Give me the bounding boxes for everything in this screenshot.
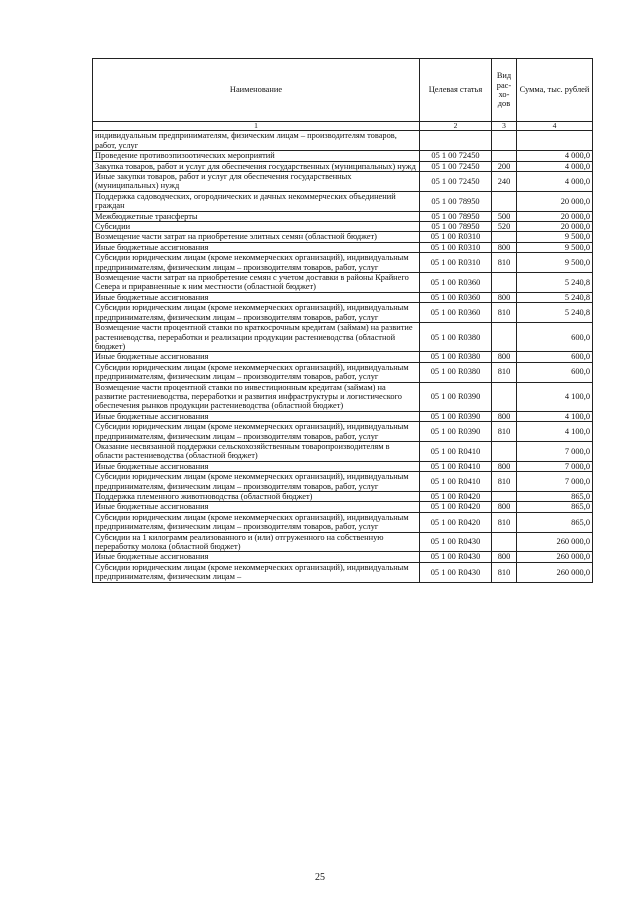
row-name-cell: Иные бюджетные ассигнования: [93, 552, 420, 562]
row-type-cell: [492, 131, 517, 151]
row-code-cell: [420, 131, 492, 151]
row-code-cell: 05 1 00 R0310: [420, 232, 492, 242]
row-code-cell: 05 1 00 R0380: [420, 352, 492, 362]
row-code-cell: 05 1 00 R0360: [420, 292, 492, 302]
row-sum-cell: 5 240,8: [517, 292, 593, 302]
row-sum-cell: 9 500,0: [517, 242, 593, 252]
row-name-cell: Возмещение части процентной ставки по краткосрочным кредитам (займам) на развитие растениеводства, переработки и реализации продукции растениеводства (областной бюджет): [93, 323, 420, 352]
row-name-cell: Закупка товаров, работ и услуг для обеспечения государственных (муниципальных) нужд: [93, 161, 420, 171]
table-row: [93, 472, 593, 492]
header-amount: Сумма, тыс. рублей: [517, 59, 593, 122]
row-type-cell: 500: [492, 211, 517, 221]
row-name-cell: Иные бюджетные ассигнования: [93, 292, 420, 302]
row-code-cell: 05 1 00 R0410: [420, 472, 492, 492]
table-row: [93, 492, 593, 502]
row-name-cell: Иные закупки товаров, работ и услуг для обеспечения государственных (муниципальных) нужд: [93, 172, 420, 192]
row-code-cell: 05 1 00 R0390: [420, 422, 492, 442]
header-expense-type: Вид рас-хо-дов: [492, 59, 517, 122]
row-name-cell: Поддержка садоводческих, огороднических и дачных некоммерческих объединений граждан: [93, 191, 420, 211]
table-row: [93, 562, 593, 582]
table-header-row: [93, 59, 593, 122]
table-row: [93, 461, 593, 471]
row-type-cell: 800: [492, 461, 517, 471]
row-sum-cell: 9 500,0: [517, 253, 593, 273]
row-type-cell: 810: [492, 422, 517, 442]
row-code-cell: 05 1 00 R0360: [420, 273, 492, 293]
row-type-cell: [492, 382, 517, 411]
row-name-cell: Иные бюджетные ассигнования: [93, 502, 420, 512]
table-row: [93, 211, 593, 221]
row-name-cell: Субсидии: [93, 222, 420, 232]
row-type-cell: 810: [492, 303, 517, 323]
row-name-cell: Межбюджетные трансферты: [93, 211, 420, 221]
row-name-cell: Иные бюджетные ассигнования: [93, 242, 420, 252]
table-row: [93, 411, 593, 421]
row-type-cell: 810: [492, 512, 517, 532]
row-type-cell: 800: [492, 411, 517, 421]
table-row: [93, 323, 593, 352]
row-sum-cell: 7 000,0: [517, 472, 593, 492]
row-name-cell: Субсидии юридическим лицам (кроме некоммерческих организаций), индивидуальным предпринимателям, физическим лицам – производителям товаров, работ, услуг: [93, 362, 420, 382]
table-row: [93, 151, 593, 161]
row-code-cell: 05 1 00 72450: [420, 172, 492, 192]
table-row: [93, 292, 593, 302]
row-type-cell: [492, 191, 517, 211]
row-name-cell: Возмещение части затрат на приобретение элитных семян (областной бюджет): [93, 232, 420, 242]
row-sum-cell: [517, 131, 593, 151]
row-type-cell: 810: [492, 562, 517, 582]
row-code-cell: 05 1 00 78950: [420, 222, 492, 232]
table-row: [93, 441, 593, 461]
table-row: [93, 502, 593, 512]
row-name-cell: Иные бюджетные ассигнования: [93, 461, 420, 471]
column-number: 1: [93, 122, 420, 131]
table-row: [93, 382, 593, 411]
row-code-cell: 05 1 00 R0420: [420, 512, 492, 532]
row-sum-cell: 260 000,0: [517, 532, 593, 552]
row-code-cell: 05 1 00 R0430: [420, 562, 492, 582]
row-type-cell: [492, 232, 517, 242]
row-sum-cell: 5 240,8: [517, 303, 593, 323]
row-name-cell: Субсидии на 1 килограмм реализованного и (или) отгруженного на собственную переработку молока (областной бюджет): [93, 532, 420, 552]
row-sum-cell: 20 000,0: [517, 191, 593, 211]
row-code-cell: 05 1 00 R0380: [420, 323, 492, 352]
row-type-cell: 800: [492, 502, 517, 512]
table-row: [93, 242, 593, 252]
row-sum-cell: 4 100,0: [517, 382, 593, 411]
budget-table: [92, 58, 593, 583]
row-sum-cell: 4 000,0: [517, 151, 593, 161]
column-number: 2: [420, 122, 492, 131]
row-type-cell: 800: [492, 292, 517, 302]
row-name-cell: Субсидии юридическим лицам (кроме некоммерческих организаций), индивидуальным предпринимателям, физическим лицам –: [93, 562, 420, 582]
row-name-cell: Возмещение части процентной ставки по инвестиционным кредитам (займам) на развитие растениеводства, переработки и развития инфраструктуры и логистического обеспечения рынков продукции растениеводства (областной бюджет): [93, 382, 420, 411]
row-code-cell: 05 1 00 R0310: [420, 242, 492, 252]
row-code-cell: 05 1 00 R0380: [420, 362, 492, 382]
row-type-cell: 800: [492, 242, 517, 252]
header-target-article: Целевая статья: [420, 59, 492, 122]
row-sum-cell: 600,0: [517, 352, 593, 362]
table-row: [93, 303, 593, 323]
row-type-cell: 800: [492, 552, 517, 562]
row-sum-cell: 4 000,0: [517, 161, 593, 171]
table-row: [93, 532, 593, 552]
row-sum-cell: 20 000,0: [517, 222, 593, 232]
row-type-cell: 240: [492, 172, 517, 192]
row-sum-cell: 865,0: [517, 502, 593, 512]
row-code-cell: 05 1 00 R0390: [420, 411, 492, 421]
row-name-cell: Оказание несвязанной поддержки сельскохозяйственным товаропроизводителям в области растениеводства (областной бюджет): [93, 441, 420, 461]
row-sum-cell: 260 000,0: [517, 552, 593, 562]
table-row: [93, 352, 593, 362]
row-sum-cell: 5 240,8: [517, 273, 593, 293]
row-name-cell: Иные бюджетные ассигнования: [93, 411, 420, 421]
row-code-cell: 05 1 00 78950: [420, 211, 492, 221]
row-type-cell: 810: [492, 253, 517, 273]
table-row: [93, 362, 593, 382]
row-name-cell: Субсидии юридическим лицам (кроме некоммерческих организаций), индивидуальным предпринимателям, физическим лицам – производителям товаров, работ, услуг: [93, 512, 420, 532]
row-name-cell: Проведение противоэпизоотических мероприятий: [93, 151, 420, 161]
row-code-cell: 05 1 00 R0410: [420, 461, 492, 471]
row-name-cell: Поддержка племенного животноводства (областной бюджет): [93, 492, 420, 502]
row-type-cell: 810: [492, 362, 517, 382]
row-code-cell: 05 1 00 R0410: [420, 441, 492, 461]
row-sum-cell: 600,0: [517, 323, 593, 352]
row-sum-cell: 7 000,0: [517, 461, 593, 471]
row-sum-cell: 4 000,0: [517, 172, 593, 192]
column-number: 3: [492, 122, 517, 131]
table-row: [93, 161, 593, 171]
row-code-cell: 05 1 00 72450: [420, 161, 492, 171]
row-sum-cell: 865,0: [517, 512, 593, 532]
row-sum-cell: 600,0: [517, 362, 593, 382]
row-type-cell: 800: [492, 352, 517, 362]
row-name-cell: Возмещение части затрат на приобретение семян с учетом доставки в районы Крайнего Севера и приравненные к ним местности (областной бюджет): [93, 273, 420, 293]
column-number-row: [93, 122, 593, 131]
row-code-cell: 05 1 00 72450: [420, 151, 492, 161]
row-sum-cell: 4 100,0: [517, 422, 593, 442]
table-row: [93, 131, 593, 151]
row-type-cell: [492, 323, 517, 352]
table-row: [93, 512, 593, 532]
row-sum-cell: 865,0: [517, 492, 593, 502]
row-type-cell: [492, 151, 517, 161]
row-code-cell: 05 1 00 R0430: [420, 532, 492, 552]
column-number: 4: [517, 122, 593, 131]
row-code-cell: 05 1 00 R0420: [420, 492, 492, 502]
table-row: [93, 172, 593, 192]
row-type-cell: 810: [492, 472, 517, 492]
row-code-cell: 05 1 00 R0390: [420, 382, 492, 411]
row-sum-cell: 9 500,0: [517, 232, 593, 242]
row-type-cell: 200: [492, 161, 517, 171]
row-sum-cell: 20 000,0: [517, 211, 593, 221]
page-number: 25: [315, 872, 325, 883]
row-code-cell: 05 1 00 78950: [420, 191, 492, 211]
row-type-cell: [492, 273, 517, 293]
table-row: [93, 222, 593, 232]
row-type-cell: [492, 492, 517, 502]
row-name-cell: Субсидии юридическим лицам (кроме некоммерческих организаций), индивидуальным предпринимателям, физическим лицам – производителям товаров, работ, услуг: [93, 303, 420, 323]
row-code-cell: 05 1 00 R0430: [420, 552, 492, 562]
row-name-cell: индивидуальным предпринимателям, физическим лицам – производителям товаров, работ, услуг: [93, 131, 420, 151]
table-row: [93, 253, 593, 273]
row-name-cell: Иные бюджетные ассигнования: [93, 352, 420, 362]
table-row: [93, 552, 593, 562]
table-row: [93, 232, 593, 242]
row-code-cell: 05 1 00 R0310: [420, 253, 492, 273]
row-sum-cell: 260 000,0: [517, 562, 593, 582]
table-row: [93, 191, 593, 211]
header-name: Наименование: [93, 59, 420, 122]
row-type-cell: 520: [492, 222, 517, 232]
row-type-cell: [492, 441, 517, 461]
table-body: [93, 131, 593, 582]
row-name-cell: Субсидии юридическим лицам (кроме некоммерческих организаций), индивидуальным предпринимателям, физическим лицам – производителям товаров, работ, услуг: [93, 422, 420, 442]
row-sum-cell: 4 100,0: [517, 411, 593, 421]
row-code-cell: 05 1 00 R0420: [420, 502, 492, 512]
table-row: [93, 422, 593, 442]
row-name-cell: Субсидии юридическим лицам (кроме некоммерческих организаций), индивидуальным предпринимателям, физическим лицам – производителям товаров, работ, услуг: [93, 472, 420, 492]
row-name-cell: Субсидии юридическим лицам (кроме некоммерческих организаций), индивидуальным предпринимателям, физическим лицам – производителям товаров, работ, услуг: [93, 253, 420, 273]
row-sum-cell: 7 000,0: [517, 441, 593, 461]
row-type-cell: [492, 532, 517, 552]
table-row: [93, 273, 593, 293]
row-code-cell: 05 1 00 R0360: [420, 303, 492, 323]
